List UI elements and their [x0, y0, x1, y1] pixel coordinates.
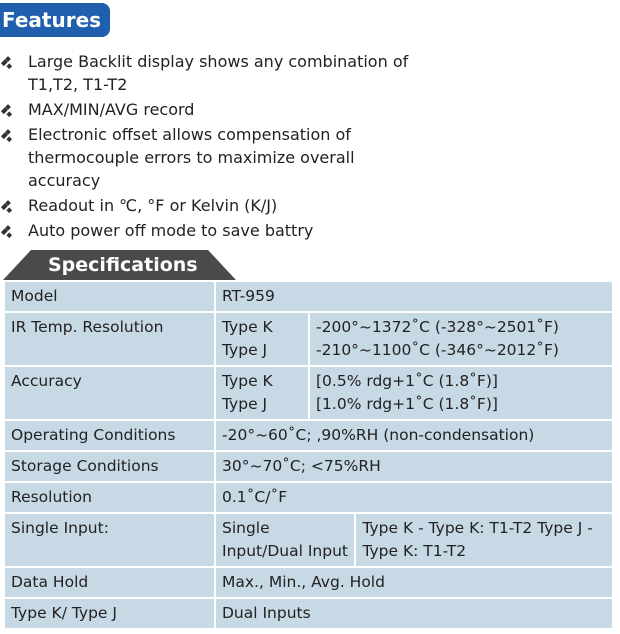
spec-label: Single Input: — [4, 513, 215, 567]
table-row — [4, 482, 613, 513]
diamond-bullet-icon — [4, 131, 12, 139]
diamond-bullet-icon — [4, 227, 12, 235]
spec-value-j: -210°~1100˚C (-346°~2012˚F) — [316, 341, 559, 359]
spec-label: IR Temp. Resolution — [4, 312, 215, 366]
specifications-header — [3, 250, 236, 280]
specifications-title: Specifications — [48, 254, 198, 276]
spec-value: Dual Inputs — [215, 598, 613, 629]
spec-value: -20°~60˚C; ,90%RH (non-condensation) — [215, 420, 613, 451]
feature-item — [0, 219, 600, 242]
feature-item — [0, 50, 600, 96]
table-row — [4, 312, 613, 366]
feature-text: Readout in ℃, °F or Kelvin (K/J) — [28, 196, 278, 215]
spec-value — [215, 513, 613, 567]
table-row — [4, 598, 613, 629]
spec-value: RT-959 — [215, 281, 613, 312]
feature-text: T1,T2, T1-T2 — [28, 75, 128, 94]
spec-label: Data Hold — [4, 567, 215, 598]
diamond-bullet-icon — [4, 106, 12, 114]
spec-label: Model — [4, 281, 215, 312]
spec-value — [309, 366, 613, 420]
spec-value — [309, 312, 613, 366]
feature-text: MAX/MIN/AVG record — [28, 100, 195, 119]
table-row — [4, 451, 613, 482]
spec-subtype-k: Type K — [222, 318, 273, 336]
spec-value: 0.1˚C/˚F — [215, 482, 613, 513]
feature-text: Auto power off mode to save battry — [28, 221, 314, 240]
diamond-bullet-icon — [4, 58, 12, 66]
spec-value-j: Type J - Type K: T1-T2 — [362, 519, 593, 560]
spec-value-k: Type K - Type K: T1-T2 — [362, 519, 533, 537]
spec-value: 30°~70˚C; <75%RH — [215, 451, 613, 482]
spec-value-j: [1.0% rdg+1˚C (1.8˚F)] — [316, 395, 498, 413]
spec-label: Type K/ Type J — [4, 598, 215, 629]
spec-value-list — [356, 514, 612, 566]
table-row — [4, 567, 613, 598]
spec-subtype — [215, 366, 309, 420]
spec-label: Storage Conditions — [4, 451, 215, 482]
feature-text: thermocouple errors to maximize overall — [28, 148, 355, 167]
spec-subtype-j: Type J — [222, 395, 268, 413]
feature-item — [0, 123, 600, 192]
specifications-table — [3, 280, 614, 630]
diamond-bullet-icon — [4, 202, 12, 210]
table-row — [4, 420, 613, 451]
spec-value: Max., Min., Avg. Hold — [215, 567, 613, 598]
spec-subtype-j: Type J — [222, 341, 268, 359]
feature-text: Large Backlit display shows any combination of — [28, 52, 409, 71]
features-title: Features — [0, 3, 110, 37]
feature-text: Electronic offset allows compensation of — [28, 125, 351, 144]
feature-item — [0, 194, 600, 217]
feature-item — [0, 98, 600, 121]
spec-subtype-k: Type K — [222, 372, 273, 390]
table-row — [4, 281, 613, 312]
spec-label: Resolution — [4, 482, 215, 513]
spec-subtype: Single Input/Dual Input — [216, 514, 356, 566]
spec-label: Operating Conditions — [4, 420, 215, 451]
spec-value-k: [0.5% rdg+1˚C (1.8˚F)] — [316, 372, 498, 390]
spec-label: Accuracy — [4, 366, 215, 420]
feature-text: accuracy — [28, 171, 101, 190]
spec-value-k: -200°~1372˚C (-328°~2501˚F) — [316, 318, 559, 336]
features-list — [0, 50, 600, 244]
table-row — [4, 366, 613, 420]
spec-subtype — [215, 312, 309, 366]
table-row — [4, 513, 613, 567]
